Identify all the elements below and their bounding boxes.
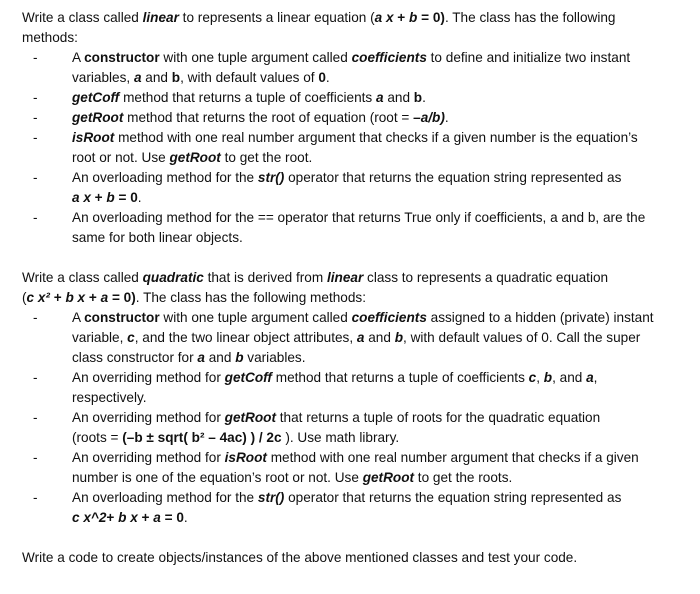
text-run: .: [422, 90, 426, 105]
text-line: [72, 148, 682, 168]
method-list-item: [22, 168, 682, 208]
text-line: [72, 48, 682, 68]
emphasis-run: b x: [65, 290, 86, 305]
emphasis-run: b: [409, 10, 418, 25]
emphasis-run: linear: [142, 10, 179, 25]
text-run: class to represents a quadratic equation: [363, 270, 609, 285]
text-run: that returns a tuple of roots for the quadratic equation: [275, 410, 601, 425]
quadratic-section: [22, 268, 682, 528]
emphasis-run: +: [393, 10, 410, 25]
text-run: and: [141, 70, 172, 85]
emphasis-run: b: [106, 190, 115, 205]
text-run: , and the two linear object attributes,: [134, 330, 357, 345]
text-run: method with one real number argument that checks if a given number is the equation’s: [114, 130, 638, 145]
closing-instruction: Write a code to create objects/instances of the above mentioned classes and test your code.: [22, 550, 578, 565]
emphasis-run: c: [528, 370, 537, 385]
text-line: [72, 68, 682, 88]
emphasis-run: isRoot: [224, 450, 267, 465]
text-run: An overloading method for the: [72, 490, 258, 505]
text-line: [72, 228, 682, 248]
text-run: An overloading method for the == operator that returns True only if coefficients, a and b, are the: [72, 210, 646, 225]
text-run: that is derived from: [203, 270, 327, 285]
text-run: (: [22, 290, 27, 305]
text-line: [72, 168, 682, 188]
text-run: An overriding method for: [72, 410, 225, 425]
method-list-item: [22, 308, 682, 368]
emphasis-run: b: [394, 330, 404, 345]
text-run: class constructor for: [72, 350, 198, 365]
text-run: .: [444, 110, 449, 125]
emphasis-run: a: [133, 70, 142, 85]
text-line: [72, 468, 682, 488]
quadratic-intro: [22, 268, 682, 308]
text-run: variables,: [72, 70, 134, 85]
emphasis-run: getRoot: [362, 470, 415, 485]
text-run: operator that returns the equation string represented as: [284, 170, 622, 185]
emphasis-run: a: [100, 290, 109, 305]
emphasis-run: –a/b): [413, 110, 445, 125]
text-run: methods:: [22, 30, 78, 45]
emphasis-run: constructor: [84, 50, 160, 65]
emphasis-run: getCoff: [72, 90, 120, 105]
text-run: respectively.: [72, 390, 147, 405]
method-list-item: [22, 208, 682, 248]
emphasis-run: quadratic: [142, 270, 204, 285]
text-run: assigned to a hidden (private) instant: [426, 310, 654, 325]
text-run: An overloading method for the: [72, 170, 258, 185]
text-line: [72, 308, 682, 328]
text-run: root or not. Use: [72, 150, 170, 165]
emphasis-run: = 0: [160, 510, 184, 525]
text-run: operator that returns the equation string represented as: [284, 490, 622, 505]
text-run: variable,: [72, 330, 128, 345]
text-run: , and: [552, 370, 587, 385]
text-run: same for both linear objects.: [72, 230, 243, 245]
text-line: [72, 328, 682, 348]
method-list-item: [22, 408, 682, 448]
text-run: to get the root.: [220, 150, 313, 165]
emphasis-run: c x^2: [72, 510, 107, 525]
text-line: [72, 488, 682, 508]
emphasis-run: getRoot: [72, 110, 124, 125]
emphasis-run: +: [85, 290, 101, 305]
text-run: A: [72, 310, 85, 325]
text-run: , with default values of: [180, 70, 319, 85]
emphasis-run: (–b ± sqrt( b² – 4ac) ) / 2c: [122, 430, 282, 445]
text-run: and: [204, 350, 236, 365]
quadratic-method-list: [22, 308, 682, 528]
linear-method-list: [22, 48, 682, 248]
emphasis-run: str(): [257, 490, 285, 505]
text-line: [72, 348, 682, 368]
linear-intro: [22, 8, 682, 48]
text-run: and: [383, 90, 414, 105]
text-run: ). Use math library.: [281, 430, 400, 445]
text-run: with one tuple argument called: [159, 310, 352, 325]
text-run: A: [72, 50, 85, 65]
method-list-item: [22, 128, 682, 168]
text-run: ,: [536, 370, 544, 385]
text-run: . The class has the following: [444, 10, 616, 25]
emphasis-run: = 0: [114, 190, 138, 205]
text-run: ,: [593, 370, 598, 385]
text-line: [72, 508, 682, 528]
text-run: . The class has the following methods:: [135, 290, 366, 305]
emphasis-run: isRoot: [72, 130, 115, 145]
text-run: Write a class called: [22, 10, 143, 25]
emphasis-run: b: [543, 370, 553, 385]
emphasis-run: +: [90, 190, 107, 205]
method-list-item: [22, 448, 682, 488]
text-line: [72, 388, 682, 408]
emphasis-run: linear: [326, 270, 364, 285]
linear-section: [22, 8, 682, 248]
method-list-item: [22, 108, 682, 128]
text-line: [22, 8, 682, 28]
method-list-item: [22, 488, 682, 528]
emphasis-run: +: [49, 290, 66, 305]
emphasis-run: a: [586, 370, 594, 385]
text-run: method with one real number argument that checks if a given: [266, 450, 639, 465]
emphasis-run: 0: [318, 70, 326, 85]
text-line: [72, 88, 682, 108]
text-line: [22, 28, 682, 48]
method-list-item: [22, 368, 682, 408]
emphasis-run: +: [137, 510, 154, 525]
emphasis-run: c x²: [26, 290, 50, 305]
emphasis-run: coefficients: [351, 310, 427, 325]
text-line: [72, 128, 682, 148]
text-run: with one tuple argument called: [159, 50, 352, 65]
text-line: [22, 288, 682, 308]
text-line: [72, 188, 682, 208]
emphasis-run: = 0): [417, 10, 445, 25]
text-run: to define and initialize two instant: [426, 50, 631, 65]
text-line: [72, 408, 682, 428]
text-line: [72, 108, 682, 128]
text-run: An overriding method for: [72, 450, 225, 465]
emphasis-run: a x: [72, 190, 91, 205]
text-run: number is one of the equation’s root or not. Use: [72, 470, 363, 485]
emphasis-run: b x: [118, 510, 138, 525]
text-run: method that returns the root of equation (root =: [123, 110, 414, 125]
emphasis-run: +: [106, 510, 119, 525]
emphasis-run: c: [127, 330, 135, 345]
emphasis-run: a: [153, 510, 161, 525]
text-line: [72, 428, 682, 448]
method-list-item: [22, 48, 682, 88]
emphasis-run: getRoot: [169, 150, 221, 165]
text-line: [72, 448, 682, 468]
text-run: to represents a linear equation (: [178, 10, 375, 25]
text-run: (roots =: [72, 430, 123, 445]
emphasis-run: b: [171, 70, 181, 85]
text-run: .: [325, 70, 330, 85]
emphasis-run: getRoot: [224, 410, 276, 425]
text-run: and: [364, 330, 395, 345]
text-run: .: [183, 510, 188, 525]
text-run: Write a class called: [22, 270, 143, 285]
text-line: [72, 208, 682, 228]
text-line: [72, 368, 682, 388]
text-line: [22, 268, 682, 288]
text-run: , with default values of 0. Call the super: [403, 330, 641, 345]
emphasis-run: str(): [257, 170, 285, 185]
emphasis-run: getCoff: [224, 370, 272, 385]
text-run: method that returns a tuple of coefficients: [119, 90, 376, 105]
emphasis-run: = 0): [108, 290, 136, 305]
method-list-item: [22, 88, 682, 108]
emphasis-run: b: [235, 350, 244, 365]
emphasis-run: a: [197, 350, 205, 365]
emphasis-run: b: [413, 90, 423, 105]
emphasis-run: constructor: [84, 310, 160, 325]
emphasis-run: a x: [374, 10, 394, 25]
emphasis-run: a: [356, 330, 365, 345]
text-run: variables.: [243, 350, 306, 365]
text-run: to get the roots.: [414, 470, 513, 485]
emphasis-run: a: [376, 90, 384, 105]
text-run: method that returns a tuple of coefficients: [271, 370, 529, 385]
text-run: .: [137, 190, 142, 205]
text-run: An overriding method for: [72, 370, 225, 385]
emphasis-run: coefficients: [351, 50, 427, 65]
